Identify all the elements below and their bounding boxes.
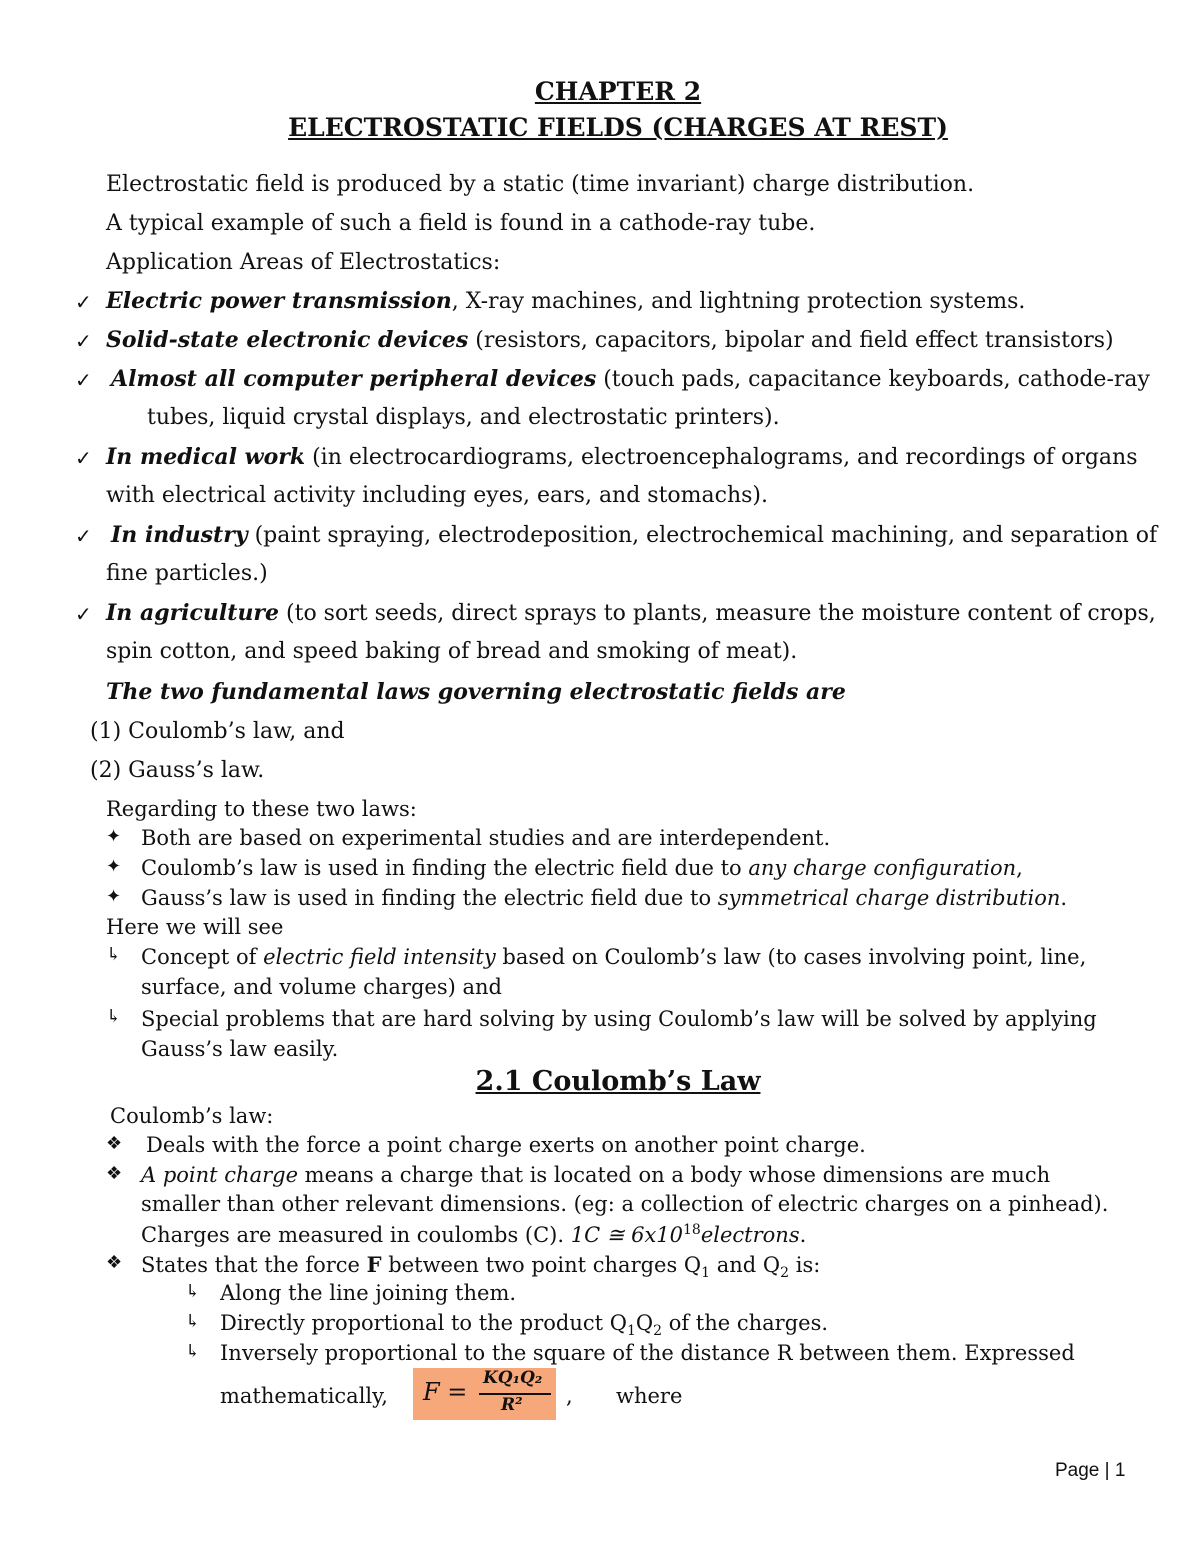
regarding-heading: Regarding to these two laws: [106, 797, 417, 821]
formula-numerator: KQ₁Q₂ [483, 1368, 543, 1388]
diamond-bullet-icon: ❖ [106, 1252, 123, 1273]
application-item: Electric power transmission, X-ray machines, and lightning protection systems. [106, 288, 1026, 314]
star-bullet-icon: ✦ [106, 826, 122, 847]
law-property-2: Directly proportional to the product $Q_1Q_2$ of the charges. [220, 1311, 829, 1340]
coulomb-point-2: A point charge means a charge that is located on a body whose dimensions are much [141, 1163, 1051, 1187]
regarding-bullet-2: Coulomb’s law is used in finding the electric field due to any charge configuration, [141, 856, 1023, 880]
check-icon: ✓ [75, 602, 92, 626]
coulomb-label: Coulomb’s law: [110, 1104, 274, 1128]
check-icon: ✓ [75, 524, 92, 548]
chapter-title: ELECTROSTATIC FIELDS (CHARGES AT REST) [288, 113, 948, 142]
formula-comma: , [566, 1384, 573, 1408]
application-item-cont: with electrical activity including eyes, ears, and stomachs). [106, 483, 769, 508]
diamond-bullet-icon: ❖ [106, 1133, 123, 1154]
application-item: In medical work (in electrocardiograms, electroencephalograms, and recordings of organs [106, 444, 1138, 470]
star-bullet-icon: ✦ [106, 856, 122, 877]
coulomb-point-1: Deals with the force a point charge exerts on another point charge. [146, 1133, 866, 1157]
coulomb-point-2-cont2: Charges are measured in coulombs (C). 1C ≅ $6x10^{18}electrons$. [141, 1222, 807, 1247]
check-icon: ✓ [75, 329, 92, 353]
law-2: (2) Gauss’s law. [90, 758, 265, 783]
application-item-cont: spin cotton, and speed baking of bread and smoking of meat). [106, 639, 798, 664]
application-item-cont: tubes, liquid crystal displays, and electrostatic printers). [147, 405, 780, 430]
coulomb-formula [413, 1368, 556, 1420]
application-item: In agriculture (to sort seeds, direct sprays to plants, measure the moisture content of crops, [106, 600, 1156, 626]
regarding-bullet-1: Both are based on experimental studies and are interdependent. [141, 826, 831, 850]
law-1: (1) Coulomb’s law, and [90, 719, 345, 744]
coulomb-point-3: States that the force F between two point charges $Q_1$ and $Q_2$ is: [141, 1252, 821, 1282]
laws-heading: The two fundamental laws governing electrostatic fields are [106, 679, 846, 705]
application-item: Solid-state electronic devices (resistors, capacitors, bipolar and field effect transistors) [106, 327, 1114, 353]
curved-arrow-icon: ↳ [185, 1311, 201, 1332]
formula-denominator: R² [501, 1395, 523, 1415]
curved-arrow-icon: ↳ [185, 1281, 201, 1302]
where-word: where [616, 1384, 683, 1408]
see-item-1-cont: surface, and volume charges) and [141, 975, 502, 999]
see-item-2-cont: Gauss’s law easily. [141, 1037, 339, 1061]
law-property-1: Along the line joining them. [220, 1281, 517, 1305]
here-we-will-see: Here we will see [106, 915, 284, 939]
formula-lhs: F = [423, 1378, 468, 1406]
see-item-2: Special problems that are hard solving by using Coulomb’s law will be solved by applying [141, 1007, 1097, 1031]
diamond-bullet-icon: ❖ [106, 1163, 123, 1184]
page-number: Page | 1 [1055, 1460, 1126, 1481]
coulomb-point-2-cont: smaller than other relevant dimensions. (eg: a collection of electric charges on a pinhead). [141, 1192, 1109, 1216]
see-item-1: Concept of electric field intensity based on Coulomb’s law (to cases involving point, line, [141, 945, 1087, 969]
curved-arrow-icon: ↳ [185, 1341, 201, 1362]
curved-arrow-icon: ↳ [106, 1006, 122, 1027]
intro-line-2: A typical example of such a field is found in a cathode-ray tube. [106, 211, 816, 236]
law-property-3-cont: mathematically, [220, 1384, 388, 1408]
application-item: Almost all computer peripheral devices (touch pads, capacitance keyboards, cathode-ray [111, 366, 1150, 392]
intro-line-3: Application Areas of Electrostatics: [106, 250, 501, 275]
star-bullet-icon: ✦ [106, 886, 122, 907]
check-icon: ✓ [75, 446, 92, 470]
application-item: In industry (paint spraying, electrodeposition, electrochemical machining, and separation of [111, 522, 1158, 548]
application-item-cont: fine particles.) [106, 561, 268, 586]
regarding-bullet-3: Gauss’s law is used in finding the electric field due to symmetrical charge distribution. [141, 886, 1068, 910]
intro-line-1: Electrostatic field is produced by a static (time invariant) charge distribution. [106, 172, 975, 197]
chapter-number: CHAPTER 2 [534, 77, 702, 106]
check-icon: ✓ [75, 290, 92, 314]
check-icon: ✓ [75, 368, 92, 392]
curved-arrow-icon: ↳ [106, 944, 122, 965]
section-title: 2.1 Coulomb’s Law [475, 1066, 761, 1097]
law-property-3: Inversely proportional to the square of the distance R between them. Expressed [220, 1341, 1075, 1365]
